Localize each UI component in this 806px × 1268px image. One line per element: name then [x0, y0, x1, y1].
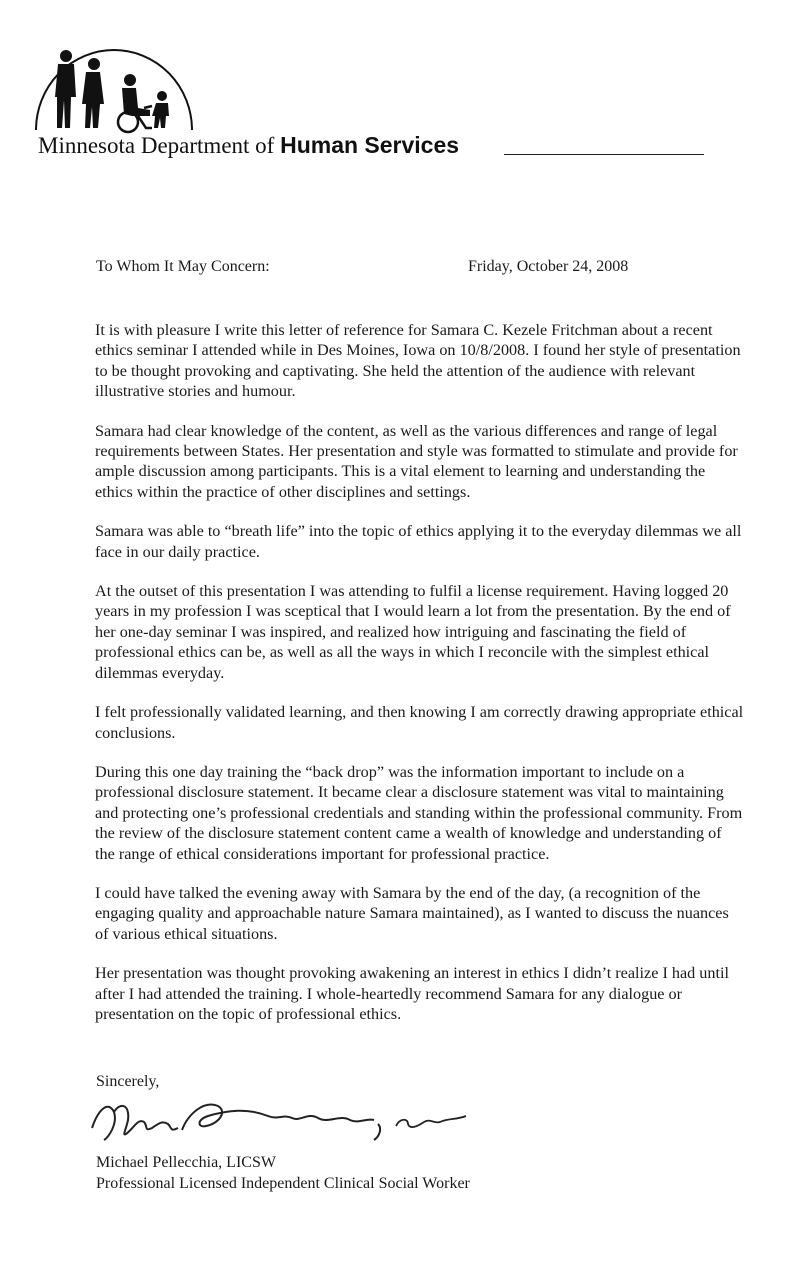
signer-name: Michael Pellecchia, LICSW	[96, 1154, 276, 1171]
organization-name	[38, 132, 459, 159]
paragraph: During this one day training the “back drop” was the information important to include on a professional disclosure statement. It became clear a disclosure statement was vital to maintaining and protecting one’s professional credentials and standing within the professional community. From the review of the disclosure statement content came a wealth of knowledge and understanding of the range of ethical considerations important for professional practice.	[95, 762, 743, 863]
paragraph: At the outset of this presentation I was attending to fulfil a license requirement. Having logged 20 years in my profession I was sceptical that I would learn a lot from the presentation. By the end of her one-day seminar I was inspired, and realized how intriguing and fascinating the field of professional ethics can be, as well as all the ways in which I reconcile with the simplest ethical dilemmas everyday.	[95, 582, 731, 682]
letter-date: Friday, October 24, 2008	[468, 258, 629, 275]
organization-prefix: Minnesota Department of	[38, 133, 281, 158]
people-with-wheelchair-icon	[34, 42, 194, 134]
signer-title: Professional Licensed Independent Clinical Social Worker	[96, 1175, 470, 1192]
paragraph: Her presentation was thought provoking awakening an interest in ethics I didn’t realize I had until after I had attended the training. I whole-heartedly recommend Samara for any dialogue or presentation on the topic of professional ethics.	[95, 964, 729, 1023]
organization-bold-name: Human Services	[280, 132, 460, 158]
closing: Sincerely,	[96, 1073, 160, 1090]
paragraph: I felt professionally validated learning, and then knowing I am correctly drawing appropriate ethical conclusions.	[95, 703, 744, 742]
paragraph: I could have talked the evening away with Samara by the end of the day, (a recognition of the engaging quality and approachable nature Samara maintained), as I wanted to discuss the nuances of various ethical situations.	[95, 883, 729, 943]
letterhead-rule	[504, 154, 704, 155]
letterhead	[34, 42, 694, 162]
salutation: To Whom It May Concern:	[96, 258, 270, 275]
paragraph: Samara was able to “breath life” into the topic of ethics applying it to the everyday dilemmas we all face in our daily practice.	[95, 522, 742, 561]
paragraph: Samara had clear knowledge of the content, as well as the various differences and range of legal requirements between States. Her presentation and style was formatted to stimulate and provide for ample discussion among participants. This is a vital element to learning and understanding the ethics within the practice of other disciplines and settings.	[95, 421, 738, 501]
letter-body	[95, 320, 745, 1043]
paragraph: It is with pleasure I write this letter of reference for Samara C. Kezele Fritchman about a recent ethics seminar I attended while in Des Moines, Iowa on 10/8/2008. I found her style of presentation to be thought provoking and captivating. She held the attention of the audience with relevant illustrative stories and humour.	[95, 321, 741, 401]
handwritten-signature	[78, 1090, 488, 1150]
